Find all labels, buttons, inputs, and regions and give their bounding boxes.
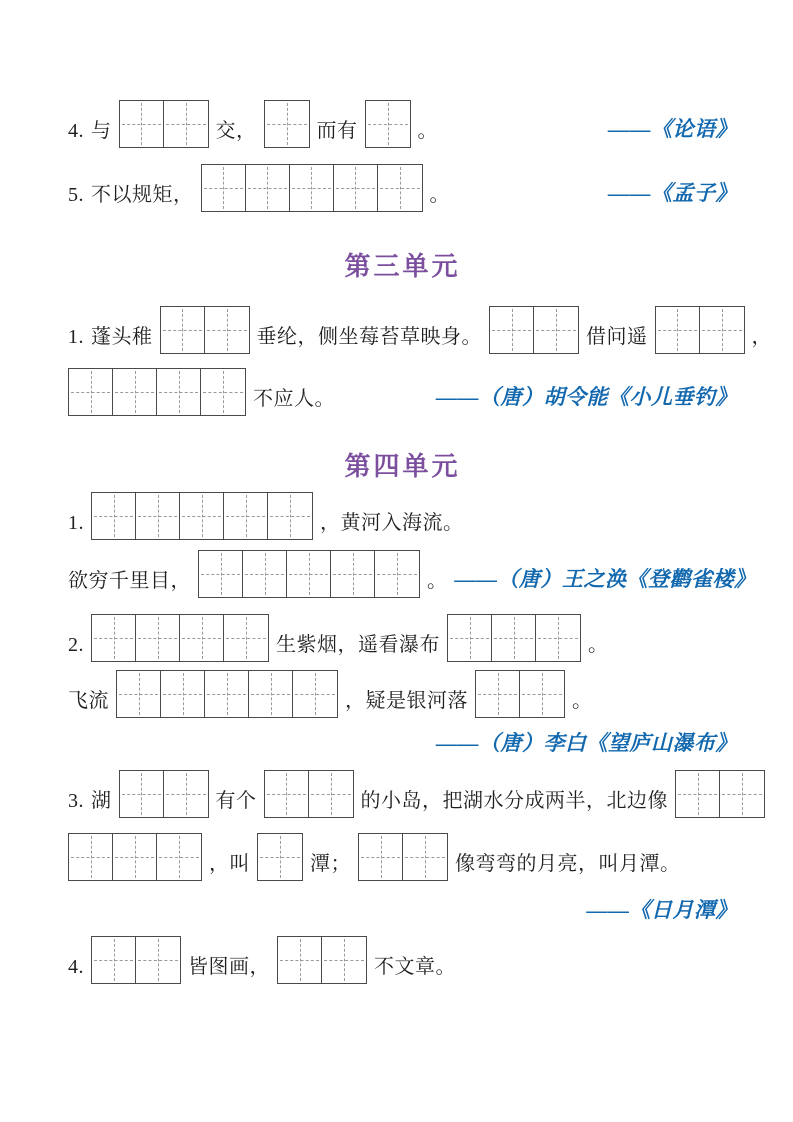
grid-cell	[331, 551, 375, 597]
grid-cell	[476, 671, 520, 717]
answer-grid	[675, 770, 765, 818]
grid-cell	[278, 937, 322, 983]
text-run: 垂纶，侧坐莓苔草映身。	[256, 326, 482, 348]
grid-cell	[359, 834, 403, 880]
grid-cell	[164, 101, 208, 147]
grid-cell	[378, 165, 422, 211]
item-number: 1.	[68, 326, 84, 348]
item-number: 5.	[68, 184, 84, 206]
grid-cell	[243, 551, 287, 597]
grid-cell	[224, 493, 268, 539]
worksheet-line-u3-item1-line1	[68, 306, 772, 354]
grid-cell	[113, 834, 157, 880]
answer-grid	[277, 936, 367, 984]
text-run: 交，	[215, 120, 257, 142]
grid-cell	[520, 671, 564, 717]
citation-dengguanquelou: ——（唐）王之涣《登鹳雀楼》	[454, 567, 756, 591]
grid-cell	[157, 834, 201, 880]
item-number: 3.	[68, 790, 84, 812]
text-run: 皆图画，	[188, 956, 270, 978]
text-run: 有个	[215, 790, 257, 812]
text-run: 生紫烟，遥看瀑布	[276, 634, 440, 656]
text-run: 蓬头稚	[91, 326, 153, 348]
grid-cell	[199, 551, 243, 597]
answer-grid	[91, 614, 269, 662]
grid-cell	[448, 615, 492, 661]
text-run: 不应人。	[253, 388, 335, 410]
answer-grid	[119, 770, 209, 818]
grid-cell	[490, 307, 534, 353]
worksheet-line-item5-mengzi	[68, 164, 737, 212]
text-run: ，疑是银河落	[345, 690, 468, 712]
grid-cell	[224, 615, 268, 661]
unit-4-header: 第四单元	[344, 452, 461, 481]
answer-grid	[160, 306, 250, 354]
grid-cell	[136, 937, 180, 983]
grid-cell	[69, 834, 113, 880]
text-run: 湖	[91, 790, 112, 812]
grid-cell	[120, 101, 164, 147]
grid-cell	[492, 615, 536, 661]
worksheet-line-u4-item3-line2	[68, 833, 737, 881]
text-run: 。	[429, 184, 450, 206]
grid-cell	[117, 671, 161, 717]
grid-cell	[164, 771, 208, 817]
worksheet-line-u4-item4	[68, 936, 737, 984]
grid-cell	[136, 493, 180, 539]
item-number: 4.	[68, 120, 84, 142]
text-run: 飞流	[68, 690, 109, 712]
text-run: ，	[751, 326, 772, 348]
text-run: 的小岛，把湖水分成两半，北边像	[360, 790, 668, 812]
grid-cell	[249, 671, 293, 717]
item-number: 2.	[68, 634, 84, 656]
grid-cell	[700, 307, 744, 353]
worksheet-line-u4-item2-line1	[68, 614, 737, 662]
grid-cell	[120, 771, 164, 817]
unit-3-header: 第三单元	[344, 252, 461, 281]
grid-cell	[720, 771, 764, 817]
answer-grid	[358, 833, 448, 881]
worksheet-line-u4-item3-citation	[68, 897, 737, 923]
worksheet-line-u4-item3-line1	[68, 770, 737, 818]
grid-cell	[258, 834, 302, 880]
grid-cell	[534, 307, 578, 353]
grid-cell	[205, 671, 249, 717]
answer-grid	[116, 670, 338, 718]
grid-cell	[403, 834, 447, 880]
answer-grid	[475, 670, 565, 718]
grid-cell	[69, 369, 113, 415]
worksheet-line-u3-item1-line2	[68, 368, 737, 416]
grid-cell	[157, 369, 201, 415]
citation-mengzi: ——《孟子》	[608, 181, 737, 205]
answer-grid	[119, 100, 209, 148]
grid-cell	[656, 307, 700, 353]
citation-wanglushanpubu: ——（唐）李白《望庐山瀑布》	[436, 731, 737, 755]
text-run: 不以规矩，	[91, 184, 194, 206]
grid-cell	[246, 165, 290, 211]
grid-cell	[92, 937, 136, 983]
grid-cell	[205, 307, 249, 353]
grid-cell	[290, 165, 334, 211]
grid-cell	[268, 493, 312, 539]
text-run: 借问遥	[586, 326, 648, 348]
worksheet-line-u4-item1-line1	[68, 492, 737, 540]
answer-grid	[489, 306, 579, 354]
grid-cell	[334, 165, 378, 211]
text-run: 像弯弯的月亮，叫月潭。	[455, 853, 681, 875]
answer-grid	[201, 164, 423, 212]
text-run: 潭；	[310, 853, 351, 875]
text-run: 。	[572, 690, 593, 712]
answer-grid	[198, 550, 420, 598]
answer-grid	[91, 936, 181, 984]
grid-cell	[375, 551, 419, 597]
text-run: ，叫	[209, 853, 250, 875]
grid-cell	[265, 101, 309, 147]
grid-cell	[113, 369, 157, 415]
text-run: 不文章。	[374, 956, 456, 978]
text-run: ，黄河入海流。	[320, 512, 464, 534]
answer-grid	[447, 614, 581, 662]
grid-cell	[536, 615, 580, 661]
worksheet-line-u4-item2-line2	[68, 670, 737, 718]
grid-cell	[309, 771, 353, 817]
answer-grid	[91, 492, 313, 540]
item-number: 4.	[68, 956, 84, 978]
worksheet-line-u4-item1-line2	[68, 550, 756, 598]
text-run: 欲穷千里目，	[68, 570, 191, 592]
text-run: 与	[91, 120, 112, 142]
text-run: 。	[427, 570, 448, 592]
citation-lunyu: ——《论语》	[608, 117, 737, 141]
grid-cell	[322, 937, 366, 983]
grid-cell	[180, 493, 224, 539]
citation-xiaoer-chuidiao: ——（唐）胡令能《小儿垂钓》	[436, 385, 737, 409]
answer-grid	[365, 100, 411, 148]
grid-cell	[366, 101, 410, 147]
grid-cell	[92, 615, 136, 661]
answer-grid	[68, 833, 202, 881]
grid-cell	[201, 369, 245, 415]
text-run: 而有	[316, 120, 358, 142]
worksheet-line-u4-item2-citation	[68, 730, 737, 756]
item-number: 1.	[68, 512, 84, 534]
grid-cell	[92, 493, 136, 539]
answer-grid	[68, 368, 246, 416]
citation-riyuetan: ——《日月潭》	[586, 898, 737, 922]
grid-cell	[202, 165, 246, 211]
grid-cell	[180, 615, 224, 661]
grid-cell	[293, 671, 337, 717]
answer-grid	[264, 770, 354, 818]
answer-grid	[655, 306, 745, 354]
grid-cell	[265, 771, 309, 817]
answer-grid	[264, 100, 310, 148]
text-run: 。	[417, 120, 438, 142]
grid-cell	[161, 307, 205, 353]
grid-cell	[161, 671, 205, 717]
worksheet-line-item4-lunyu	[68, 100, 737, 148]
answer-grid	[257, 833, 303, 881]
grid-cell	[136, 615, 180, 661]
grid-cell	[287, 551, 331, 597]
text-run: 。	[588, 634, 609, 656]
grid-cell	[676, 771, 720, 817]
